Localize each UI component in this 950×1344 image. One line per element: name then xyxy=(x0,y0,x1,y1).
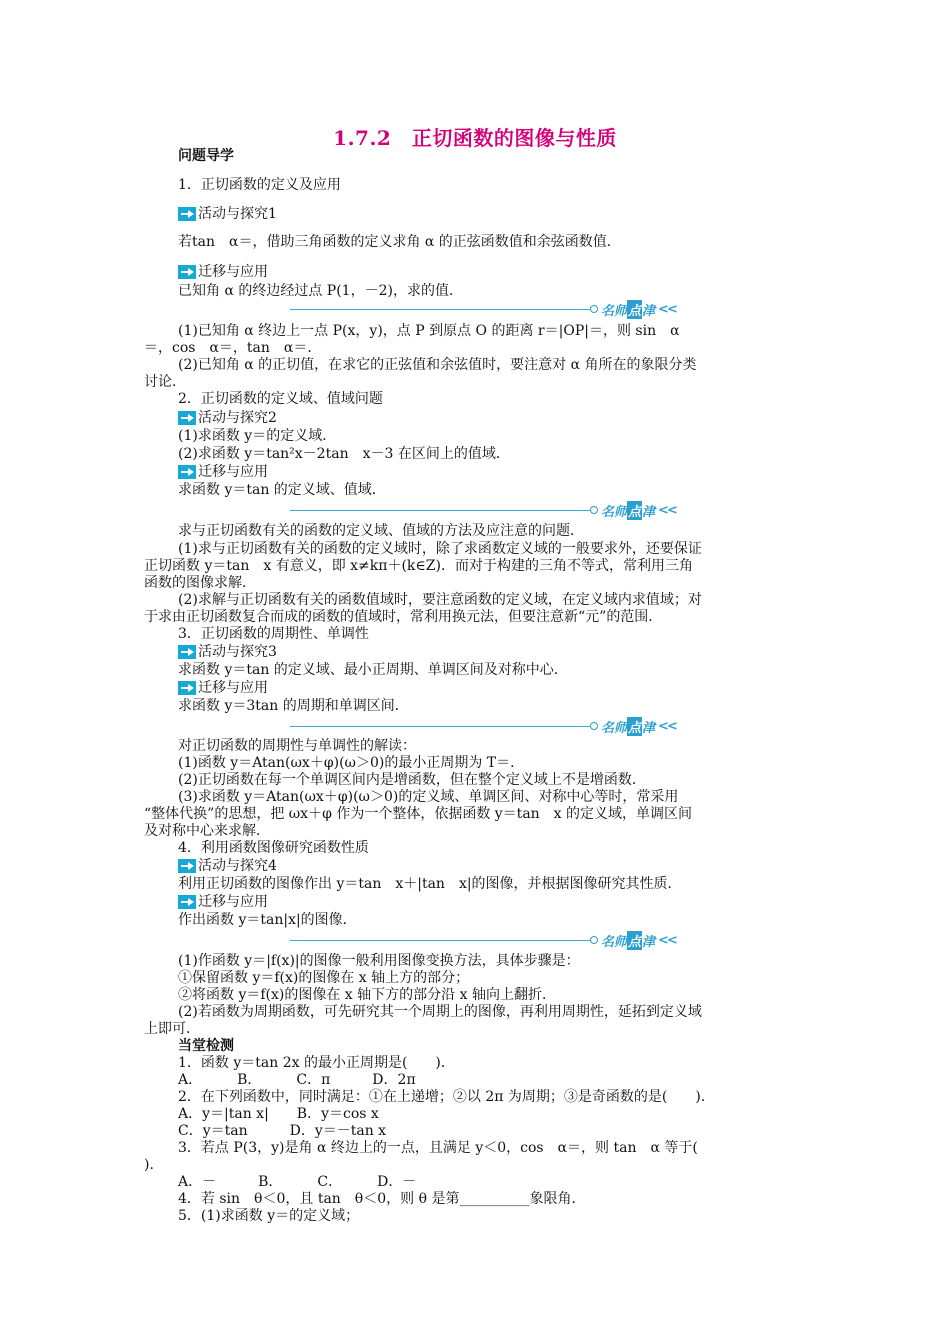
chevron-left-icon: << xyxy=(658,932,676,948)
circle-icon xyxy=(590,722,598,730)
text-line: 若tan α＝，借助三角函数的定义求角 α 的正弦函数值和余弦函数值． xyxy=(178,234,621,250)
text-line: 作出函数 y＝tan|x|的图像． xyxy=(178,912,357,928)
text-line: 5．(1)求函数 y＝的定义域； xyxy=(178,1208,360,1224)
text-line: ①保留函数 y＝f(x)的图像在 x 轴上方的部分； xyxy=(178,970,470,986)
section-heading: 问题导学 xyxy=(178,148,234,164)
circle-icon xyxy=(590,506,598,514)
section-heading: 当堂检测 xyxy=(178,1038,234,1054)
activity-label: 迁移与应用 xyxy=(178,679,268,697)
text-line: 1．函数 y＝tan 2x 的最小正周期是( )． xyxy=(178,1055,455,1071)
text-line: 求函数 y＝tan 的定义域、值域． xyxy=(178,482,386,498)
chevron-left-icon: << xyxy=(658,718,676,734)
arrow-icon xyxy=(178,411,196,425)
text-line: A． B． C．π D．2π xyxy=(178,1072,416,1088)
text-line: 函数的图像求解． xyxy=(144,575,256,591)
text-line: ＝，cos α＝，tan α＝． xyxy=(144,340,322,356)
text-line: A．－ B． C． D．－ xyxy=(178,1174,417,1190)
arrow-icon xyxy=(178,207,196,221)
activity-label: 迁移与应用 xyxy=(178,463,268,481)
arrow-icon xyxy=(178,859,196,873)
text-line: ②将函数 y＝f(x)的图像在 x 轴下方的部分沿 x 轴向上翻折． xyxy=(178,987,556,1003)
chevron-left-icon: << xyxy=(658,502,676,518)
arrow-icon xyxy=(178,681,196,695)
text-line: (1)已知角 α 终边上一点 P(x，y)，点 P 到原点 O 的距离 r＝|OP|＝，则 sin α xyxy=(178,323,680,339)
text-line: 已知角 α 的终边经过点 P(1，－2)，求的值． xyxy=(178,283,463,299)
tip-divider: 名师 点 津 << xyxy=(290,718,695,734)
text-line: 利用正切函数的图像作出 y＝tan x＋|tan x|的图像，并根据图像研究其性质． xyxy=(178,876,682,892)
text-line: 于求由正切函数复合而成的函数的值域时，常利用换元法，但要注意新“元”的范围． xyxy=(144,609,663,625)
subsection-heading: 1．正切函数的定义及应用 xyxy=(178,177,341,193)
text-line: (2)正切函数在每一个单调区间内是增函数，但在整个定义域上不是增函数． xyxy=(178,772,646,788)
page-title: 1.7.2 正切函数的图像与性质 xyxy=(333,126,617,150)
text-line: (1)求函数 y＝的定义域． xyxy=(178,428,337,444)
activity-label: 活动与探究1 xyxy=(178,205,277,223)
text-line: (1)作函数 y＝|f(x)|的图像一般利用图像变换方法，具体步骤是： xyxy=(178,953,580,969)
text-line: 3．若点 P(3，y)是角 α 终边上的一点，且满足 y＜0，cos α＝，则 tan α 等于( xyxy=(178,1140,698,1156)
text-line: (2)求解与正切函数有关的函数值域时，要注意函数的定义域，在定义域内求值域；对 xyxy=(178,592,702,608)
text-line: 讨论． xyxy=(144,374,186,390)
text-line: 求与正切函数有关的函数的定义域、值域的方法及应注意的问题． xyxy=(178,523,584,539)
text-line: (2)求函数 y＝tan²x－2tan x－3 在区间上的值域． xyxy=(178,446,510,462)
activity-label: 活动与探究2 xyxy=(178,409,277,427)
arrow-icon xyxy=(178,895,196,909)
text-line: (3)求函数 y＝Atan(ωx＋φ)(ω＞0)的定义域、单调区间、对称中心等时，常采用 xyxy=(178,789,679,805)
tip-divider: 名师 点 津 << xyxy=(290,301,695,317)
text-line: (1)函数 y＝Atan(ωx＋φ)(ω＞0)的最小正周期为 T＝． xyxy=(178,755,525,771)
text-line: 4．若 sin θ＜0，且 tan θ＜0，则 θ 是第__________象限角． xyxy=(178,1191,586,1207)
activity-label: 迁移与应用 xyxy=(178,263,268,281)
text-line: “整体代换”的思想，把 ωx＋φ 作为一个整体，依据函数 y＝tan x 的定义域，单调区间 xyxy=(144,806,693,822)
text-line: 正切函数 y＝tan x 有意义，即 x≠kπ＋(k∈Z)．而对于构建的三角不等式，常利用三角 xyxy=(144,558,693,574)
text-line: A．y＝|tan x| B．y＝cos x xyxy=(178,1106,379,1122)
text-line: )． xyxy=(144,1157,164,1173)
activity-label: 迁移与应用 xyxy=(178,893,268,911)
arrow-icon xyxy=(178,645,196,659)
text-line: (2)若函数为周期函数，可先研究其一个周期上的图像，再利用周期性，延拓到定义域 xyxy=(178,1004,702,1020)
activity-label: 活动与探究4 xyxy=(178,857,277,875)
arrow-icon xyxy=(178,465,196,479)
text-line: (1)求与正切函数有关的函数的定义域时，除了求函数定义域的一般要求外，还要保证 xyxy=(178,541,702,557)
tip-divider: 名师 点 津 << xyxy=(290,502,695,518)
text-line: 上即可． xyxy=(144,1021,200,1037)
text-line: 求函数 y＝tan 的定义域、最小正周期、单调区间及对称中心． xyxy=(178,662,568,678)
subsection-heading: 3．正切函数的周期性、单调性 xyxy=(178,626,369,642)
tip-divider: 名师 点 津 << xyxy=(290,932,695,948)
text-line: 对正切函数的周期性与单调性的解读： xyxy=(178,738,416,754)
text-line: (2)已知角 α 的正切值，在求它的正弦值和余弦值时，要注意对 α 角所在的象限分类 xyxy=(178,357,697,373)
text-line: 及对称中心来求解． xyxy=(144,823,270,839)
text-line: 求函数 y＝3tan 的周期和单调区间． xyxy=(178,698,409,714)
text-line: 2．在下列函数中，同时满足：①在上递增；②以 2π 为周期；③是奇函数的是( )． xyxy=(178,1089,715,1105)
arrow-icon xyxy=(178,265,196,279)
chevron-left-icon: << xyxy=(658,301,676,317)
circle-icon xyxy=(590,305,598,313)
subsection-heading: 4．利用函数图像研究函数性质 xyxy=(178,840,369,856)
circle-icon xyxy=(590,936,598,944)
subsection-heading: 2．正切函数的定义域、值域问题 xyxy=(178,391,383,407)
text-line: C．y＝tan D．y＝－tan x xyxy=(178,1123,387,1139)
activity-label: 活动与探究3 xyxy=(178,643,277,661)
